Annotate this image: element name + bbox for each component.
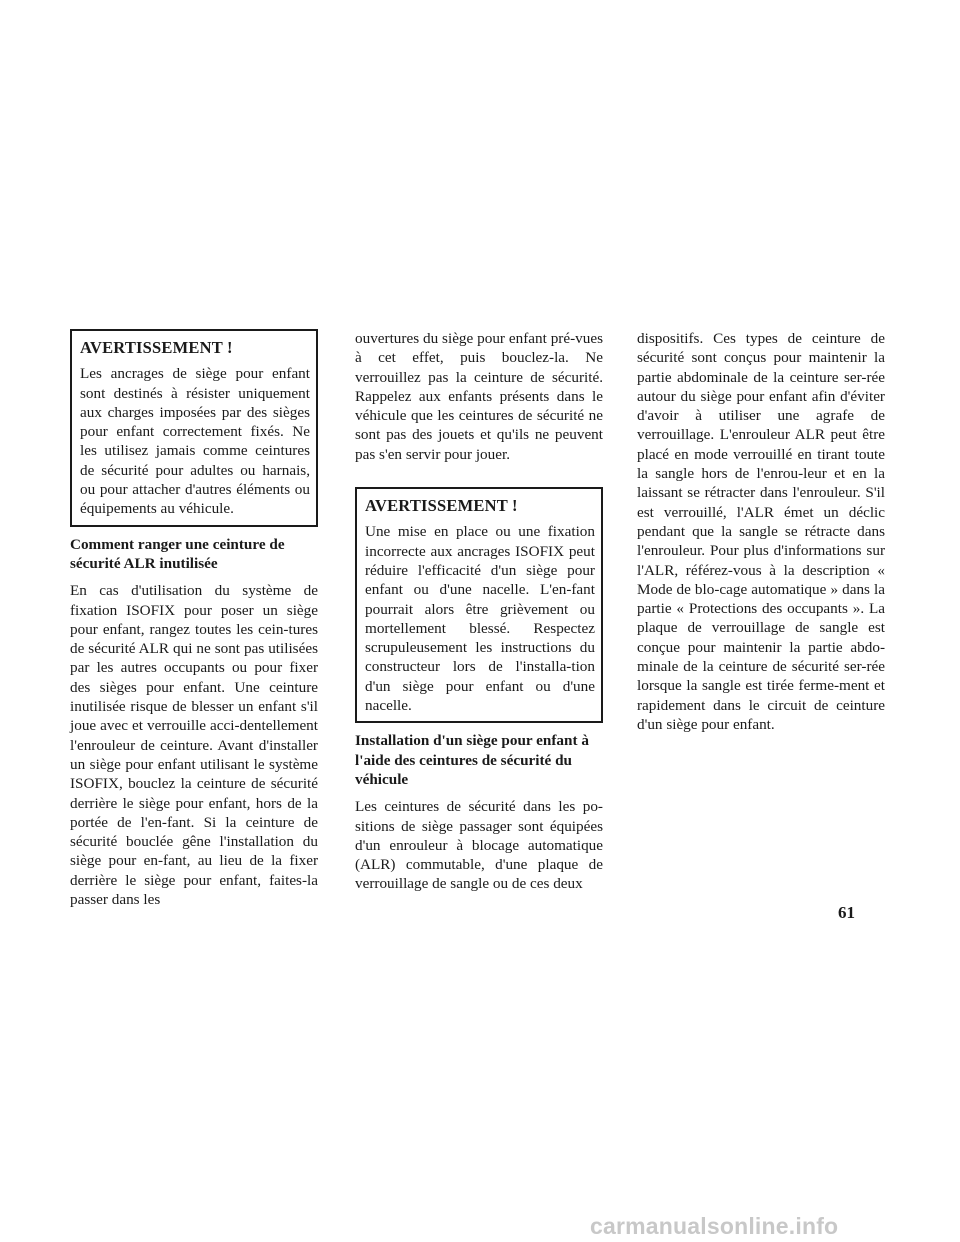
warning-title: AVERTISSEMENT !	[365, 496, 518, 516]
column-left	[70, 329, 318, 918]
watermark: carmanualsonline.info	[590, 1213, 839, 1239]
column-middle	[355, 329, 603, 903]
column-right	[637, 329, 885, 743]
body-paragraph-continued: dispositifs. Ces types de ceinture de sécurité sont conçus pour maintenir la partie abdominale de la ceinture ser-rée autour du siège pour enfant afin d'éviter d'avoir à utiliser une agrafe de verrouillage. L'enrouleur ALR peut être placé en mode verrouillé en tirant toute la sangle hors de l'enrou-leur et en la laissant se rétracter dans l'enrouleur. S'il est verrouillé, l'ALR émet un déclic pendant que la sangle se rétracte dans l'enrouleur. Pour plus d'informations sur l'ALR, référez-vous à la description « Mode de blo-cage automatique » dans la partie « Protections des occupants ». La plaque de verrouillage de sangle est conçue pour maintenir la partie abdo-minale de la ceinture de sécurité ser-rée lorsque la sangle est tirée ferme-ment et rapidement dans le circuit de ceinture d'un siège pour enfant.	[637, 330, 885, 733]
section-heading-install-with-belts: Installation d'un siège pour enfant à l'aide des ceintures de sécurité du véhicule	[355, 732, 589, 788]
page-number: 61	[838, 903, 855, 922]
body-paragraph: En cas d'utilisation du système de fixation ISOFIX pour poser un siège pour enfant, rangez toutes les cein-tures de sécurité ALR qui ne sont pas utilisées par les autres occupants ou pour fixer des sièges pour enfant. Une ceinture inutilisée risque de blesser un enfant s'il joue avec et verrouille acci-dentellement l'enrouleur de ceinture. Avant d'installer un siège pour enfant utilisant le système ISOFIX, bouclez la ceinture de sécurité derrière le siège pour enfant, hors de la portée de l'en-fant. Si la ceinture de sécurité bouclée gêne l'installation du siège pour en-fant, au lieu de la fixer derrière le siège pour enfant, faites-la passer dans les	[70, 582, 318, 909]
warning-box-anchorages	[70, 329, 318, 527]
warning-text: Les ancrages de siège pour enfant sont destinés à résister uniquement aux charges imposées par des sièges pour enfant correctement fixés. Ne les utilisez jamais comme ceintures de sécurité pour adultes ou harnais, ou pour attacher d'autres éléments ou équipements au véhicule.	[80, 365, 310, 518]
section-heading-unused-alr-belt: Comment ranger une ceinture de sécurité ALR inutilisée	[70, 535, 285, 572]
warning-title: AVERTISSEMENT !	[80, 338, 233, 357]
warning-text: Une mise en place ou une fixation incorrecte aux ancrages ISOFIX peut réduire l'efficacité d'un siège pour enfant ou d'une nacelle. L'en-fant pourrait alors être grièvement ou mortellement blessé. Respectez scrupuleusement les instructions du constructeur lors de l'installa-tion d'un siège pour enfant ou d'une nacelle.	[365, 523, 595, 715]
body-paragraph-continued: ouvertures du siège pour enfant pré-vues à cet effet, puis bouclez-la. Ne verrouillez pas la ceinture de sécurité. Rappelez aux enfants présents dans le véhicule que les ceintures de sécurité ne sont pas des jouets et qu'ils ne peuvent pas s'en servir pour jouer.	[355, 330, 603, 463]
warning-box-installation	[355, 487, 603, 723]
body-paragraph: Les ceintures de sécurité dans les po-sitions de siège passager sont équipées d'un enrouleur à blocage automatique (ALR) commutable, d'une plaque de verrouillage de sangle ou de ces deux	[355, 798, 603, 893]
